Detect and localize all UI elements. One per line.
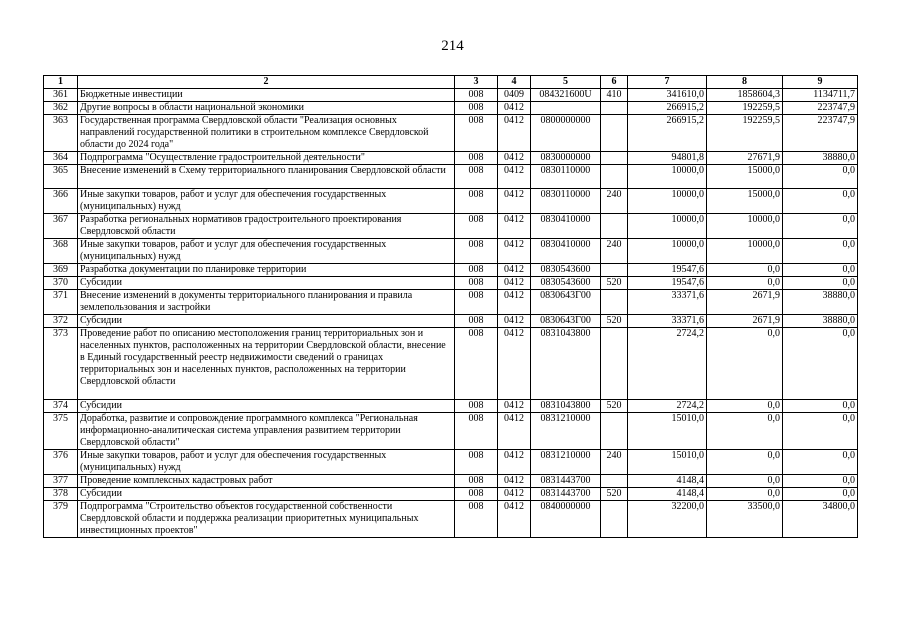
amount-col9: 38880,0 — [783, 290, 858, 315]
ministry-code: 008 — [455, 264, 498, 277]
section-code: 0412 — [498, 450, 531, 475]
amount-col9: 0,0 — [783, 189, 858, 214]
table-row — [44, 501, 858, 538]
ministry-code: 008 — [455, 189, 498, 214]
row-number: 371 — [44, 290, 78, 315]
row-number: 367 — [44, 214, 78, 239]
target-article-code: 0831043800 — [531, 328, 601, 400]
amount-col9: 0,0 — [783, 488, 858, 501]
amount-col9: 0,0 — [783, 400, 858, 413]
amount-col8: 10000,0 — [707, 239, 783, 264]
row-description: Разработка региональных нормативов градостроительного проектирования Свердловской области — [78, 214, 455, 239]
target-article-code: 084321600U — [531, 89, 601, 102]
amount-col7: 2724,2 — [628, 400, 707, 413]
column-header: 3 — [455, 76, 498, 89]
section-code: 0409 — [498, 89, 531, 102]
amount-col7: 10000,0 — [628, 214, 707, 239]
amount-col8: 192259,5 — [707, 102, 783, 115]
table-row — [44, 475, 858, 488]
section-code: 0412 — [498, 115, 531, 152]
amount-col9: 0,0 — [783, 450, 858, 475]
section-code: 0412 — [498, 152, 531, 165]
column-header: 7 — [628, 76, 707, 89]
row-description: Проведение комплексных кадастровых работ — [78, 475, 455, 488]
amount-col9: 0,0 — [783, 264, 858, 277]
ministry-code: 008 — [455, 290, 498, 315]
table-row — [44, 89, 858, 102]
section-code: 0412 — [498, 264, 531, 277]
expense-type-code — [601, 413, 628, 450]
amount-col7: 266915,2 — [628, 102, 707, 115]
ministry-code: 008 — [455, 315, 498, 328]
target-article-code: 0831443700 — [531, 475, 601, 488]
column-header: 2 — [78, 76, 455, 89]
table-row — [44, 239, 858, 264]
row-number: 362 — [44, 102, 78, 115]
expense-type-code — [601, 115, 628, 152]
amount-col7: 10000,0 — [628, 189, 707, 214]
row-description: Субсидии — [78, 400, 455, 413]
amount-col8: 192259,5 — [707, 115, 783, 152]
target-article-code: 0830643Г00 — [531, 315, 601, 328]
section-code: 0412 — [498, 488, 531, 501]
column-header: 4 — [498, 76, 531, 89]
table-row — [44, 214, 858, 239]
amount-col9: 38880,0 — [783, 152, 858, 165]
amount-col7: 2724,2 — [628, 328, 707, 400]
row-number: 366 — [44, 189, 78, 214]
expense-type-code: 240 — [601, 239, 628, 264]
column-header: 6 — [601, 76, 628, 89]
column-header: 1 — [44, 76, 78, 89]
row-description: Государственная программа Свердловской области "Реализация основных направлений государственной политики в строительном комплексе Свердловской области до 2024 года" — [78, 115, 455, 152]
row-description: Разработка документации по планировке территории — [78, 264, 455, 277]
section-code: 0412 — [498, 290, 531, 315]
row-description: Проведение работ по описанию местоположения границ территориальных зон и населенных пунктов, расположенных на территории Свердловской области, внесение в Единый государственный реестр недвижимости сведений о границах территориальных зон и населенных пунктов, расположенных на территории Свердловской области — [78, 328, 455, 400]
ministry-code: 008 — [455, 328, 498, 400]
target-article-code — [531, 102, 601, 115]
target-article-code: 0840000000 — [531, 501, 601, 538]
row-description: Внесение изменений в Схему территориального планирования Свердловской области — [78, 165, 455, 189]
amount-col9: 0,0 — [783, 239, 858, 264]
row-number: 375 — [44, 413, 78, 450]
amount-col7: 94801,8 — [628, 152, 707, 165]
section-code: 0412 — [498, 501, 531, 538]
row-number: 377 — [44, 475, 78, 488]
table-row — [44, 450, 858, 475]
table-row — [44, 315, 858, 328]
amount-col9: 0,0 — [783, 328, 858, 400]
target-article-code: 0831443700 — [531, 488, 601, 501]
ministry-code: 008 — [455, 277, 498, 290]
row-description: Иные закупки товаров, работ и услуг для обеспечения государственных (муниципальных) нужд — [78, 239, 455, 264]
amount-col8: 0,0 — [707, 413, 783, 450]
section-code: 0412 — [498, 102, 531, 115]
row-number: 374 — [44, 400, 78, 413]
row-number: 376 — [44, 450, 78, 475]
ministry-code: 008 — [455, 501, 498, 538]
row-description: Субсидии — [78, 315, 455, 328]
amount-col9: 223747,9 — [783, 115, 858, 152]
amount-col8: 33500,0 — [707, 501, 783, 538]
row-number: 378 — [44, 488, 78, 501]
row-number: 372 — [44, 315, 78, 328]
section-code: 0412 — [498, 165, 531, 189]
expense-type-code — [601, 214, 628, 239]
ministry-code: 008 — [455, 488, 498, 501]
row-number: 363 — [44, 115, 78, 152]
row-description: Доработка, развитие и сопровождение программного комплекса "Региональная информационно-аналитическая система управления развитием территории Свердловской области" — [78, 413, 455, 450]
table-row — [44, 488, 858, 501]
expense-type-code — [601, 290, 628, 315]
amount-col8: 0,0 — [707, 488, 783, 501]
table-row — [44, 264, 858, 277]
table-row — [44, 152, 858, 165]
section-code: 0412 — [498, 277, 531, 290]
row-number: 379 — [44, 501, 78, 538]
expense-type-code: 520 — [601, 277, 628, 290]
ministry-code: 008 — [455, 165, 498, 189]
expense-type-code: 240 — [601, 450, 628, 475]
ministry-code: 008 — [455, 413, 498, 450]
amount-col9: 34800,0 — [783, 501, 858, 538]
amount-col7: 10000,0 — [628, 239, 707, 264]
amount-col7: 4148,4 — [628, 488, 707, 501]
target-article-code: 0830543600 — [531, 264, 601, 277]
amount-col8: 2671,9 — [707, 290, 783, 315]
section-code: 0412 — [498, 315, 531, 328]
amount-col7: 19547,6 — [628, 277, 707, 290]
ministry-code: 008 — [455, 475, 498, 488]
row-number: 373 — [44, 328, 78, 400]
row-description: Подпрограмма "Осуществление градостроительной деятельности" — [78, 152, 455, 165]
amount-col9: 0,0 — [783, 277, 858, 290]
expense-type-code — [601, 152, 628, 165]
row-description: Другие вопросы в области национальной экономики — [78, 102, 455, 115]
row-number: 365 — [44, 165, 78, 189]
row-description: Иные закупки товаров, работ и услуг для обеспечения государственных (муниципальных) нужд — [78, 450, 455, 475]
budget-table — [43, 75, 858, 538]
amount-col8: 0,0 — [707, 264, 783, 277]
ministry-code: 008 — [455, 450, 498, 475]
table-row — [44, 400, 858, 413]
table-row — [44, 189, 858, 214]
expense-type-code: 410 — [601, 89, 628, 102]
table-row — [44, 277, 858, 290]
target-article-code: 0830410000 — [531, 214, 601, 239]
target-article-code: 0831210000 — [531, 450, 601, 475]
column-header: 8 — [707, 76, 783, 89]
table-header-row — [44, 76, 858, 89]
target-article-code: 0831210000 — [531, 413, 601, 450]
amount-col8: 0,0 — [707, 400, 783, 413]
amount-col8: 0,0 — [707, 328, 783, 400]
page-number: 214 — [441, 38, 464, 54]
expense-type-code — [601, 264, 628, 277]
amount-col9: 0,0 — [783, 214, 858, 239]
target-article-code: 0830000000 — [531, 152, 601, 165]
row-description: Внесение изменений в документы территориального планирования и правила землепользования и застройки — [78, 290, 455, 315]
section-code: 0412 — [498, 328, 531, 400]
row-description: Иные закупки товаров, работ и услуг для обеспечения государственных (муниципальных) нужд — [78, 189, 455, 214]
ministry-code: 008 — [455, 115, 498, 152]
table-row — [44, 115, 858, 152]
amount-col8: 15000,0 — [707, 189, 783, 214]
amount-col9: 0,0 — [783, 475, 858, 488]
ministry-code: 008 — [455, 102, 498, 115]
expense-type-code — [601, 475, 628, 488]
amount-col7: 33371,6 — [628, 315, 707, 328]
expense-type-code: 520 — [601, 488, 628, 501]
target-article-code: 0830410000 — [531, 239, 601, 264]
ministry-code: 008 — [455, 89, 498, 102]
row-number: 364 — [44, 152, 78, 165]
amount-col7: 15010,0 — [628, 413, 707, 450]
amount-col8: 0,0 — [707, 277, 783, 290]
ministry-code: 008 — [455, 400, 498, 413]
ministry-code: 008 — [455, 152, 498, 165]
row-description: Субсидии — [78, 277, 455, 290]
amount-col8: 1858604,3 — [707, 89, 783, 102]
amount-col8: 27671,9 — [707, 152, 783, 165]
expense-type-code — [601, 102, 628, 115]
amount-col9: 0,0 — [783, 413, 858, 450]
amount-col7: 10000,0 — [628, 165, 707, 189]
table-row — [44, 290, 858, 315]
target-article-code: 0831043800 — [531, 400, 601, 413]
row-description: Бюджетные инвестиции — [78, 89, 455, 102]
amount-col9: 38880,0 — [783, 315, 858, 328]
expense-type-code: 520 — [601, 315, 628, 328]
section-code: 0412 — [498, 189, 531, 214]
expense-type-code: 520 — [601, 400, 628, 413]
amount-col7: 4148,4 — [628, 475, 707, 488]
section-code: 0412 — [498, 239, 531, 264]
row-description: Субсидии — [78, 488, 455, 501]
table-row — [44, 413, 858, 450]
target-article-code: 0800000000 — [531, 115, 601, 152]
amount-col9: 1134711,7 — [783, 89, 858, 102]
expense-type-code — [601, 328, 628, 400]
target-article-code: 0830643Г00 — [531, 290, 601, 315]
ministry-code: 008 — [455, 239, 498, 264]
row-number: 370 — [44, 277, 78, 290]
row-number: 369 — [44, 264, 78, 277]
table-row — [44, 165, 858, 189]
amount-col7: 266915,2 — [628, 115, 707, 152]
target-article-code: 0830543600 — [531, 277, 601, 290]
section-code: 0412 — [498, 400, 531, 413]
amount-col9: 0,0 — [783, 165, 858, 189]
ministry-code: 008 — [455, 214, 498, 239]
target-article-code: 0830110000 — [531, 165, 601, 189]
amount-col7: 15010,0 — [628, 450, 707, 475]
table-row — [44, 102, 858, 115]
section-code: 0412 — [498, 214, 531, 239]
target-article-code: 0830110000 — [531, 189, 601, 214]
column-header: 5 — [531, 76, 601, 89]
amount-col8: 10000,0 — [707, 214, 783, 239]
amount-col8: 0,0 — [707, 450, 783, 475]
row-description: Подпрограмма "Строительство объектов государственной собственности Свердловской области и поддержка реализации приоритетных муниципальных инвестиционных проектов" — [78, 501, 455, 538]
amount-col8: 15000,0 — [707, 165, 783, 189]
row-number: 361 — [44, 89, 78, 102]
amount-col9: 223747,9 — [783, 102, 858, 115]
column-header: 9 — [783, 76, 858, 89]
amount-col7: 33371,6 — [628, 290, 707, 315]
row-number: 368 — [44, 239, 78, 264]
amount-col8: 0,0 — [707, 475, 783, 488]
section-code: 0412 — [498, 413, 531, 450]
expense-type-code: 240 — [601, 189, 628, 214]
amount-col7: 19547,6 — [628, 264, 707, 277]
amount-col7: 341610,0 — [628, 89, 707, 102]
amount-col8: 2671,9 — [707, 315, 783, 328]
amount-col7: 32200,0 — [628, 501, 707, 538]
expense-type-code — [601, 501, 628, 538]
expense-type-code — [601, 165, 628, 189]
table-row — [44, 328, 858, 400]
section-code: 0412 — [498, 475, 531, 488]
